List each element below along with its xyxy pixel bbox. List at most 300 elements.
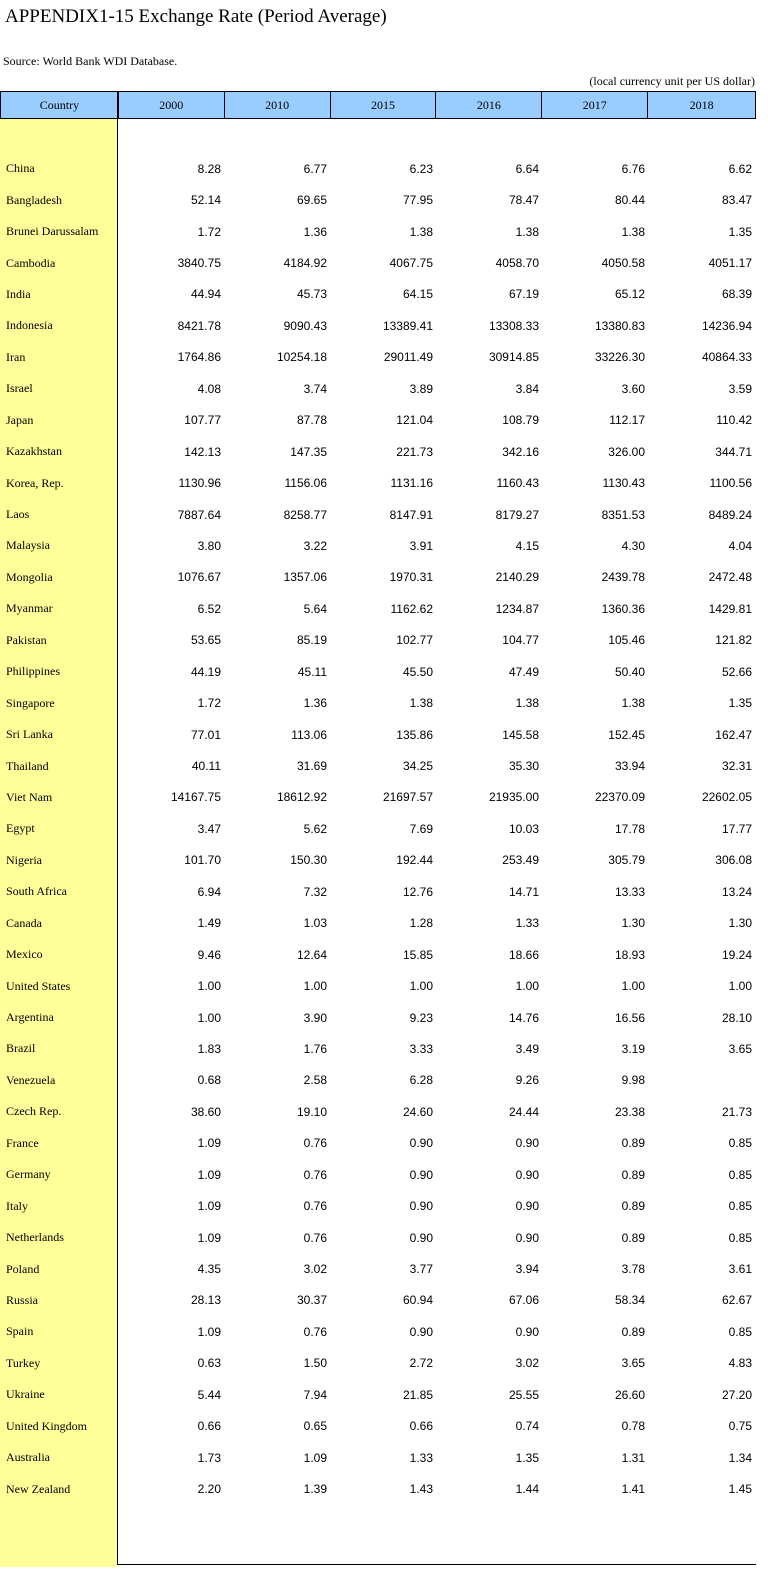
- value-cell: 1.30: [621, 916, 645, 931]
- value-cell: 21.85: [402, 1387, 433, 1402]
- table-row: [0, 593, 756, 624]
- country-cell: Czech Rep.: [6, 1104, 62, 1119]
- table-row: [0, 153, 756, 184]
- value-cell: 9.98: [621, 1073, 645, 1088]
- value-cell: 108.79: [502, 413, 539, 428]
- value-cell: 3.78: [621, 1262, 645, 1277]
- value-cell: 0.66: [409, 1419, 433, 1434]
- value-cell: 0.85: [728, 1167, 752, 1182]
- value-cell: 0.90: [409, 1199, 433, 1214]
- value-cell: 152.45: [608, 727, 645, 742]
- table-row: [0, 247, 756, 278]
- country-cell: New Zealand: [6, 1481, 71, 1496]
- value-cell: 7887.64: [177, 507, 221, 522]
- value-cell: 33.94: [614, 759, 645, 774]
- value-cell: 7.32: [303, 884, 327, 899]
- value-cell: 0.76: [303, 1199, 327, 1214]
- value-cell: 4.35: [197, 1262, 221, 1277]
- value-cell: 30.37: [296, 1293, 327, 1308]
- value-cell: 45.50: [402, 664, 433, 679]
- table-row: [0, 1065, 756, 1096]
- value-cell: 121.82: [715, 633, 752, 648]
- value-cell: 1.73: [197, 1450, 221, 1465]
- header-year-2017: 2017: [542, 92, 648, 118]
- value-cell: 0.90: [515, 1167, 539, 1182]
- value-cell: 17.77: [721, 821, 752, 836]
- value-cell: 1.38: [409, 224, 433, 239]
- value-cell: 2.58: [303, 1073, 327, 1088]
- value-cell: 60.94: [402, 1293, 433, 1308]
- value-cell: 147.35: [290, 444, 327, 459]
- value-cell: 0.74: [515, 1419, 539, 1434]
- value-cell: 0.89: [621, 1230, 645, 1245]
- country-cell: Argentina: [6, 1010, 54, 1025]
- table-row: [0, 1411, 756, 1442]
- value-cell: 13380.83: [594, 318, 645, 333]
- value-cell: 0.90: [515, 1136, 539, 1151]
- value-cell: 25.55: [508, 1387, 539, 1402]
- value-cell: 135.86: [396, 727, 433, 742]
- country-cell: Canada: [6, 915, 42, 930]
- value-cell: 1.33: [409, 1450, 433, 1465]
- country-cell: Philippines: [6, 664, 61, 679]
- value-cell: 10.03: [508, 821, 539, 836]
- value-cell: 18612.92: [276, 790, 327, 805]
- value-cell: 14167.75: [170, 790, 221, 805]
- value-cell: 7.69: [409, 821, 433, 836]
- table-row: [0, 1253, 756, 1284]
- value-cell: 1.28: [409, 916, 433, 931]
- table-row: [0, 970, 756, 1001]
- value-cell: 2.72: [409, 1356, 433, 1371]
- value-cell: 1.38: [515, 696, 539, 711]
- value-cell: 9.26: [515, 1073, 539, 1088]
- value-cell: 13.24: [721, 884, 752, 899]
- header-country: Country: [1, 92, 119, 118]
- value-cell: 50.40: [614, 664, 645, 679]
- table-row: [0, 310, 756, 341]
- country-cell: Italy: [6, 1198, 28, 1213]
- header-year-2000: 2000: [119, 92, 225, 118]
- value-cell: 64.15: [402, 287, 433, 302]
- value-cell: 107.77: [184, 413, 221, 428]
- value-cell: 5.62: [303, 821, 327, 836]
- value-cell: 113.06: [291, 727, 327, 742]
- table-row: [0, 1285, 756, 1316]
- value-cell: 14236.94: [701, 318, 752, 333]
- value-cell: 3.49: [515, 1041, 539, 1056]
- value-cell: 21.73: [721, 1104, 752, 1119]
- value-cell: 24.60: [402, 1104, 433, 1119]
- value-cell: 52.14: [190, 193, 221, 208]
- value-cell: 142.13: [184, 444, 221, 459]
- value-cell: 8421.78: [177, 318, 221, 333]
- value-cell: 110.42: [716, 413, 752, 428]
- value-cell: 1.09: [197, 1324, 221, 1339]
- value-cell: 0.90: [515, 1324, 539, 1339]
- value-cell: 8351.53: [601, 507, 645, 522]
- value-cell: 102.77: [396, 633, 433, 648]
- value-cell: 19.24: [721, 947, 752, 962]
- value-cell: 12.64: [296, 947, 327, 962]
- country-cell: Singapore: [6, 695, 55, 710]
- table-row: [0, 342, 756, 373]
- value-cell: 6.23: [409, 161, 433, 176]
- value-cell: 192.44: [396, 853, 433, 868]
- value-cell: 26.60: [614, 1387, 645, 1402]
- table-row: [0, 782, 756, 813]
- value-cell: 0.65: [303, 1419, 327, 1434]
- country-cell: Malaysia: [6, 538, 50, 553]
- value-cell: 0.85: [728, 1136, 752, 1151]
- value-cell: 4.08: [197, 381, 221, 396]
- value-cell: 221.73: [396, 444, 433, 459]
- value-cell: 1764.86: [177, 350, 221, 365]
- value-cell: 4067.75: [389, 256, 433, 271]
- value-cell: 1130.96: [178, 476, 221, 491]
- country-cell: Sri Lanka: [6, 727, 53, 742]
- value-cell: 18.66: [508, 947, 539, 962]
- value-cell: 1.00: [197, 1010, 221, 1025]
- value-cell: 6.64: [515, 161, 539, 176]
- value-cell: 344.71: [715, 444, 752, 459]
- source-note: Source: World Bank WDI Database.: [3, 54, 178, 68]
- value-cell: 0.85: [728, 1199, 752, 1214]
- value-cell: 0.75: [728, 1419, 752, 1434]
- value-cell: 21935.00: [488, 790, 539, 805]
- value-cell: 0.85: [728, 1324, 752, 1339]
- value-cell: 1.00: [197, 979, 221, 994]
- value-cell: 3.74: [303, 381, 327, 396]
- table-row: [0, 719, 756, 750]
- value-cell: 162.47: [715, 727, 752, 742]
- value-cell: 3.94: [515, 1262, 539, 1277]
- value-cell: 6.62: [728, 161, 752, 176]
- country-cell: Spain: [6, 1324, 34, 1339]
- value-cell: 305.79: [608, 853, 645, 868]
- value-cell: 33226.30: [594, 350, 645, 365]
- value-cell: 121.04: [396, 413, 433, 428]
- country-cell: Nigeria: [6, 852, 42, 867]
- value-cell: 4.30: [621, 538, 645, 553]
- value-cell: 1130.43: [602, 476, 645, 491]
- country-cell: Pakistan: [6, 632, 47, 647]
- value-cell: 8.28: [197, 161, 221, 176]
- value-cell: 3.02: [515, 1356, 539, 1371]
- value-cell: 1.41: [621, 1482, 645, 1497]
- country-cell: India: [6, 286, 31, 301]
- value-cell: 0.89: [621, 1199, 645, 1214]
- value-cell: 40864.33: [701, 350, 752, 365]
- value-cell: 47.49: [508, 664, 539, 679]
- value-cell: 1131.16: [390, 476, 433, 491]
- country-cell: Cambodia: [6, 255, 56, 270]
- header-year-2018: 2018: [648, 92, 756, 118]
- value-cell: 1.36: [303, 224, 327, 239]
- value-cell: 8489.24: [708, 507, 752, 522]
- table-row: [0, 813, 756, 844]
- table-row: [0, 405, 756, 436]
- header-year-2016: 2016: [436, 92, 542, 118]
- value-cell: 1.44: [515, 1482, 539, 1497]
- value-cell: 3.91: [409, 538, 433, 553]
- country-cell: Korea, Rep.: [6, 475, 64, 490]
- value-cell: 28.13: [190, 1293, 221, 1308]
- value-cell: 67.19: [508, 287, 539, 302]
- value-cell: 8147.91: [389, 507, 433, 522]
- table-row: [0, 939, 756, 970]
- value-cell: 3.77: [409, 1262, 433, 1277]
- value-cell: 19.10: [296, 1104, 327, 1119]
- table-header: [0, 91, 756, 119]
- value-cell: 1.00: [409, 979, 433, 994]
- table-row: [0, 1473, 756, 1504]
- table-row: [0, 1190, 756, 1221]
- value-cell: 6.52: [197, 601, 221, 616]
- value-cell: 101.70: [184, 853, 221, 868]
- value-cell: 13389.41: [382, 318, 433, 333]
- table-row: [0, 530, 756, 561]
- value-cell: 1.09: [197, 1136, 221, 1151]
- table-row: [0, 625, 756, 656]
- country-cell: Turkey: [6, 1355, 41, 1370]
- value-cell: 1160.43: [496, 476, 539, 491]
- country-cell: Japan: [6, 412, 34, 427]
- value-cell: 6.94: [197, 884, 221, 899]
- table-row: [0, 499, 756, 530]
- country-cell: United Kingdom: [6, 1418, 87, 1433]
- value-cell: 1.43: [409, 1482, 433, 1497]
- value-cell: 6.28: [409, 1073, 433, 1088]
- value-cell: 1.09: [197, 1230, 221, 1245]
- country-cell: Venezuela: [6, 1072, 56, 1087]
- table-row: [0, 1096, 756, 1127]
- value-cell: 21697.57: [382, 790, 433, 805]
- value-cell: 0.76: [303, 1167, 327, 1182]
- country-cell: China: [6, 161, 35, 176]
- table-body: [0, 153, 756, 1505]
- table-row: [0, 1002, 756, 1033]
- value-cell: 62.67: [721, 1293, 752, 1308]
- value-cell: 1.38: [621, 224, 645, 239]
- value-cell: 1.35: [728, 224, 752, 239]
- country-cell: Brazil: [6, 1041, 36, 1056]
- value-cell: 1.00: [303, 979, 327, 994]
- value-cell: 53.65: [190, 633, 221, 648]
- value-cell: 35.30: [508, 759, 539, 774]
- value-cell: 2140.29: [495, 570, 539, 585]
- value-cell: 1.38: [621, 696, 645, 711]
- value-cell: 1.31: [621, 1450, 645, 1465]
- value-cell: 3.61: [728, 1262, 752, 1277]
- value-cell: 7.94: [303, 1387, 327, 1402]
- value-cell: 3.59: [728, 381, 752, 396]
- country-cell: Iran: [6, 349, 26, 364]
- value-cell: 69.65: [296, 193, 327, 208]
- country-cell: Israel: [6, 381, 33, 396]
- header-year-2015: 2015: [331, 92, 437, 118]
- value-cell: 3.84: [515, 381, 539, 396]
- value-cell: 0.76: [303, 1230, 327, 1245]
- value-cell: 3.60: [621, 381, 645, 396]
- country-cell: Ukraine: [6, 1387, 45, 1402]
- value-cell: 65.12: [614, 287, 645, 302]
- table-row: [0, 467, 756, 498]
- value-cell: 0.76: [303, 1136, 327, 1151]
- value-cell: 0.76: [303, 1324, 327, 1339]
- table-row: [0, 656, 756, 687]
- value-cell: 40.11: [191, 759, 221, 774]
- country-cell: Poland: [6, 1261, 40, 1276]
- value-cell: 0.90: [409, 1167, 433, 1182]
- value-cell: 10254.18: [276, 350, 327, 365]
- value-cell: 4184.92: [283, 256, 327, 271]
- country-cell: Kazakhstan: [6, 444, 62, 459]
- table-row: [0, 1159, 756, 1190]
- value-cell: 9.46: [197, 947, 221, 962]
- value-cell: 0.89: [621, 1167, 645, 1182]
- value-cell: 77.01: [190, 727, 221, 742]
- value-cell: 1.49: [197, 916, 221, 931]
- country-cell: Indonesia: [6, 318, 53, 333]
- value-cell: 145.58: [502, 727, 539, 742]
- table-row: [0, 1348, 756, 1379]
- table-row: [0, 750, 756, 781]
- value-cell: 1.00: [515, 979, 539, 994]
- value-cell: 1100.56: [709, 476, 752, 491]
- value-cell: 78.47: [508, 193, 539, 208]
- value-cell: 3.47: [197, 821, 221, 836]
- value-cell: 1162.62: [390, 601, 433, 616]
- value-cell: 14.76: [508, 1010, 539, 1025]
- value-cell: 14.71: [508, 884, 539, 899]
- value-cell: 3.65: [728, 1041, 752, 1056]
- value-cell: 83.47: [721, 193, 752, 208]
- country-cell: France: [6, 1135, 39, 1150]
- table-row: [0, 1222, 756, 1253]
- value-cell: 3.33: [409, 1041, 433, 1056]
- value-cell: 18.93: [614, 947, 645, 962]
- table-row: [0, 1128, 756, 1159]
- unit-note: (local currency unit per US dollar): [589, 74, 755, 88]
- value-cell: 8258.77: [283, 507, 327, 522]
- country-cell: Brunei Darussalam: [6, 224, 99, 239]
- country-cell: Viet Nam: [6, 789, 53, 804]
- value-cell: 150.30: [290, 853, 327, 868]
- value-cell: 45.11: [297, 664, 327, 679]
- table-bottom-border: [117, 1564, 756, 1565]
- value-cell: 1.34: [728, 1450, 752, 1465]
- value-cell: 0.68: [197, 1073, 221, 1088]
- value-cell: 1234.87: [495, 601, 539, 616]
- value-cell: 24.44: [508, 1104, 539, 1119]
- value-cell: 4.04: [728, 538, 752, 553]
- value-cell: 30914.85: [488, 350, 539, 365]
- value-cell: 45.73: [296, 287, 327, 302]
- value-cell: 1.09: [197, 1167, 221, 1182]
- value-cell: 3840.75: [177, 256, 221, 271]
- value-cell: 105.46: [608, 633, 645, 648]
- value-cell: 3.90: [303, 1010, 327, 1025]
- value-cell: 5.44: [197, 1387, 221, 1402]
- value-cell: 58.34: [614, 1293, 645, 1308]
- value-cell: 3.65: [621, 1356, 645, 1371]
- value-cell: 1.30: [728, 916, 752, 931]
- table-row: [0, 1379, 756, 1410]
- value-cell: 0.66: [197, 1419, 221, 1434]
- value-cell: 1360.36: [601, 601, 645, 616]
- country-cell: Bangladesh: [6, 192, 62, 207]
- value-cell: 2439.78: [601, 570, 645, 585]
- value-cell: 8179.27: [495, 507, 539, 522]
- value-cell: 23.38: [614, 1104, 645, 1119]
- value-cell: 1.38: [515, 224, 539, 239]
- table-row: [0, 373, 756, 404]
- value-cell: 0.90: [409, 1230, 433, 1245]
- table-row: [0, 436, 756, 467]
- value-cell: 2472.48: [708, 570, 752, 585]
- country-cell: South Africa: [6, 884, 67, 899]
- value-cell: 6.77: [303, 161, 327, 176]
- value-cell: 1.03: [303, 916, 327, 931]
- value-cell: 1429.81: [708, 601, 752, 616]
- value-cell: 4.15: [515, 538, 539, 553]
- value-cell: 22602.05: [701, 790, 752, 805]
- value-cell: 9090.43: [283, 318, 327, 333]
- table-row: [0, 908, 756, 939]
- value-cell: 3.02: [303, 1262, 327, 1277]
- table-row: [0, 279, 756, 310]
- table-row: [0, 216, 756, 247]
- value-cell: 0.90: [409, 1324, 433, 1339]
- value-cell: 22370.09: [594, 790, 645, 805]
- country-cell: Thailand: [6, 758, 49, 773]
- value-cell: 28.10: [721, 1010, 752, 1025]
- value-cell: 85.19: [296, 633, 327, 648]
- value-cell: 0.78: [621, 1419, 645, 1434]
- country-cell: Netherlands: [6, 1230, 64, 1245]
- value-cell: 16.56: [614, 1010, 645, 1025]
- table-row: [0, 562, 756, 593]
- value-cell: 44.19: [190, 664, 221, 679]
- value-cell: 77.95: [402, 193, 433, 208]
- value-cell: 1.00: [728, 979, 752, 994]
- value-cell: 1.35: [515, 1450, 539, 1465]
- value-cell: 1.09: [197, 1199, 221, 1214]
- value-cell: 0.90: [515, 1199, 539, 1214]
- value-cell: 1.36: [303, 696, 327, 711]
- value-cell: 67.06: [508, 1293, 539, 1308]
- value-cell: 326.00: [608, 444, 645, 459]
- table-row: [0, 1442, 756, 1473]
- table-row: [0, 687, 756, 718]
- page-title: APPENDIX1-15 Exchange Rate (Period Average): [5, 6, 387, 27]
- value-cell: 5.64: [303, 601, 327, 616]
- value-cell: 1.09: [303, 1450, 327, 1465]
- value-cell: 12.76: [402, 884, 433, 899]
- value-cell: 4051.17: [708, 256, 752, 271]
- table-row: [0, 845, 756, 876]
- value-cell: 1970.31: [389, 570, 433, 585]
- value-cell: 27.20: [721, 1387, 752, 1402]
- value-cell: 52.66: [721, 664, 752, 679]
- value-cell: 1.33: [515, 916, 539, 931]
- value-cell: 38.60: [190, 1104, 221, 1119]
- value-cell: 0.89: [621, 1136, 645, 1151]
- table-row: [0, 876, 756, 907]
- value-cell: 306.08: [715, 853, 752, 868]
- country-cell: Australia: [6, 1450, 50, 1465]
